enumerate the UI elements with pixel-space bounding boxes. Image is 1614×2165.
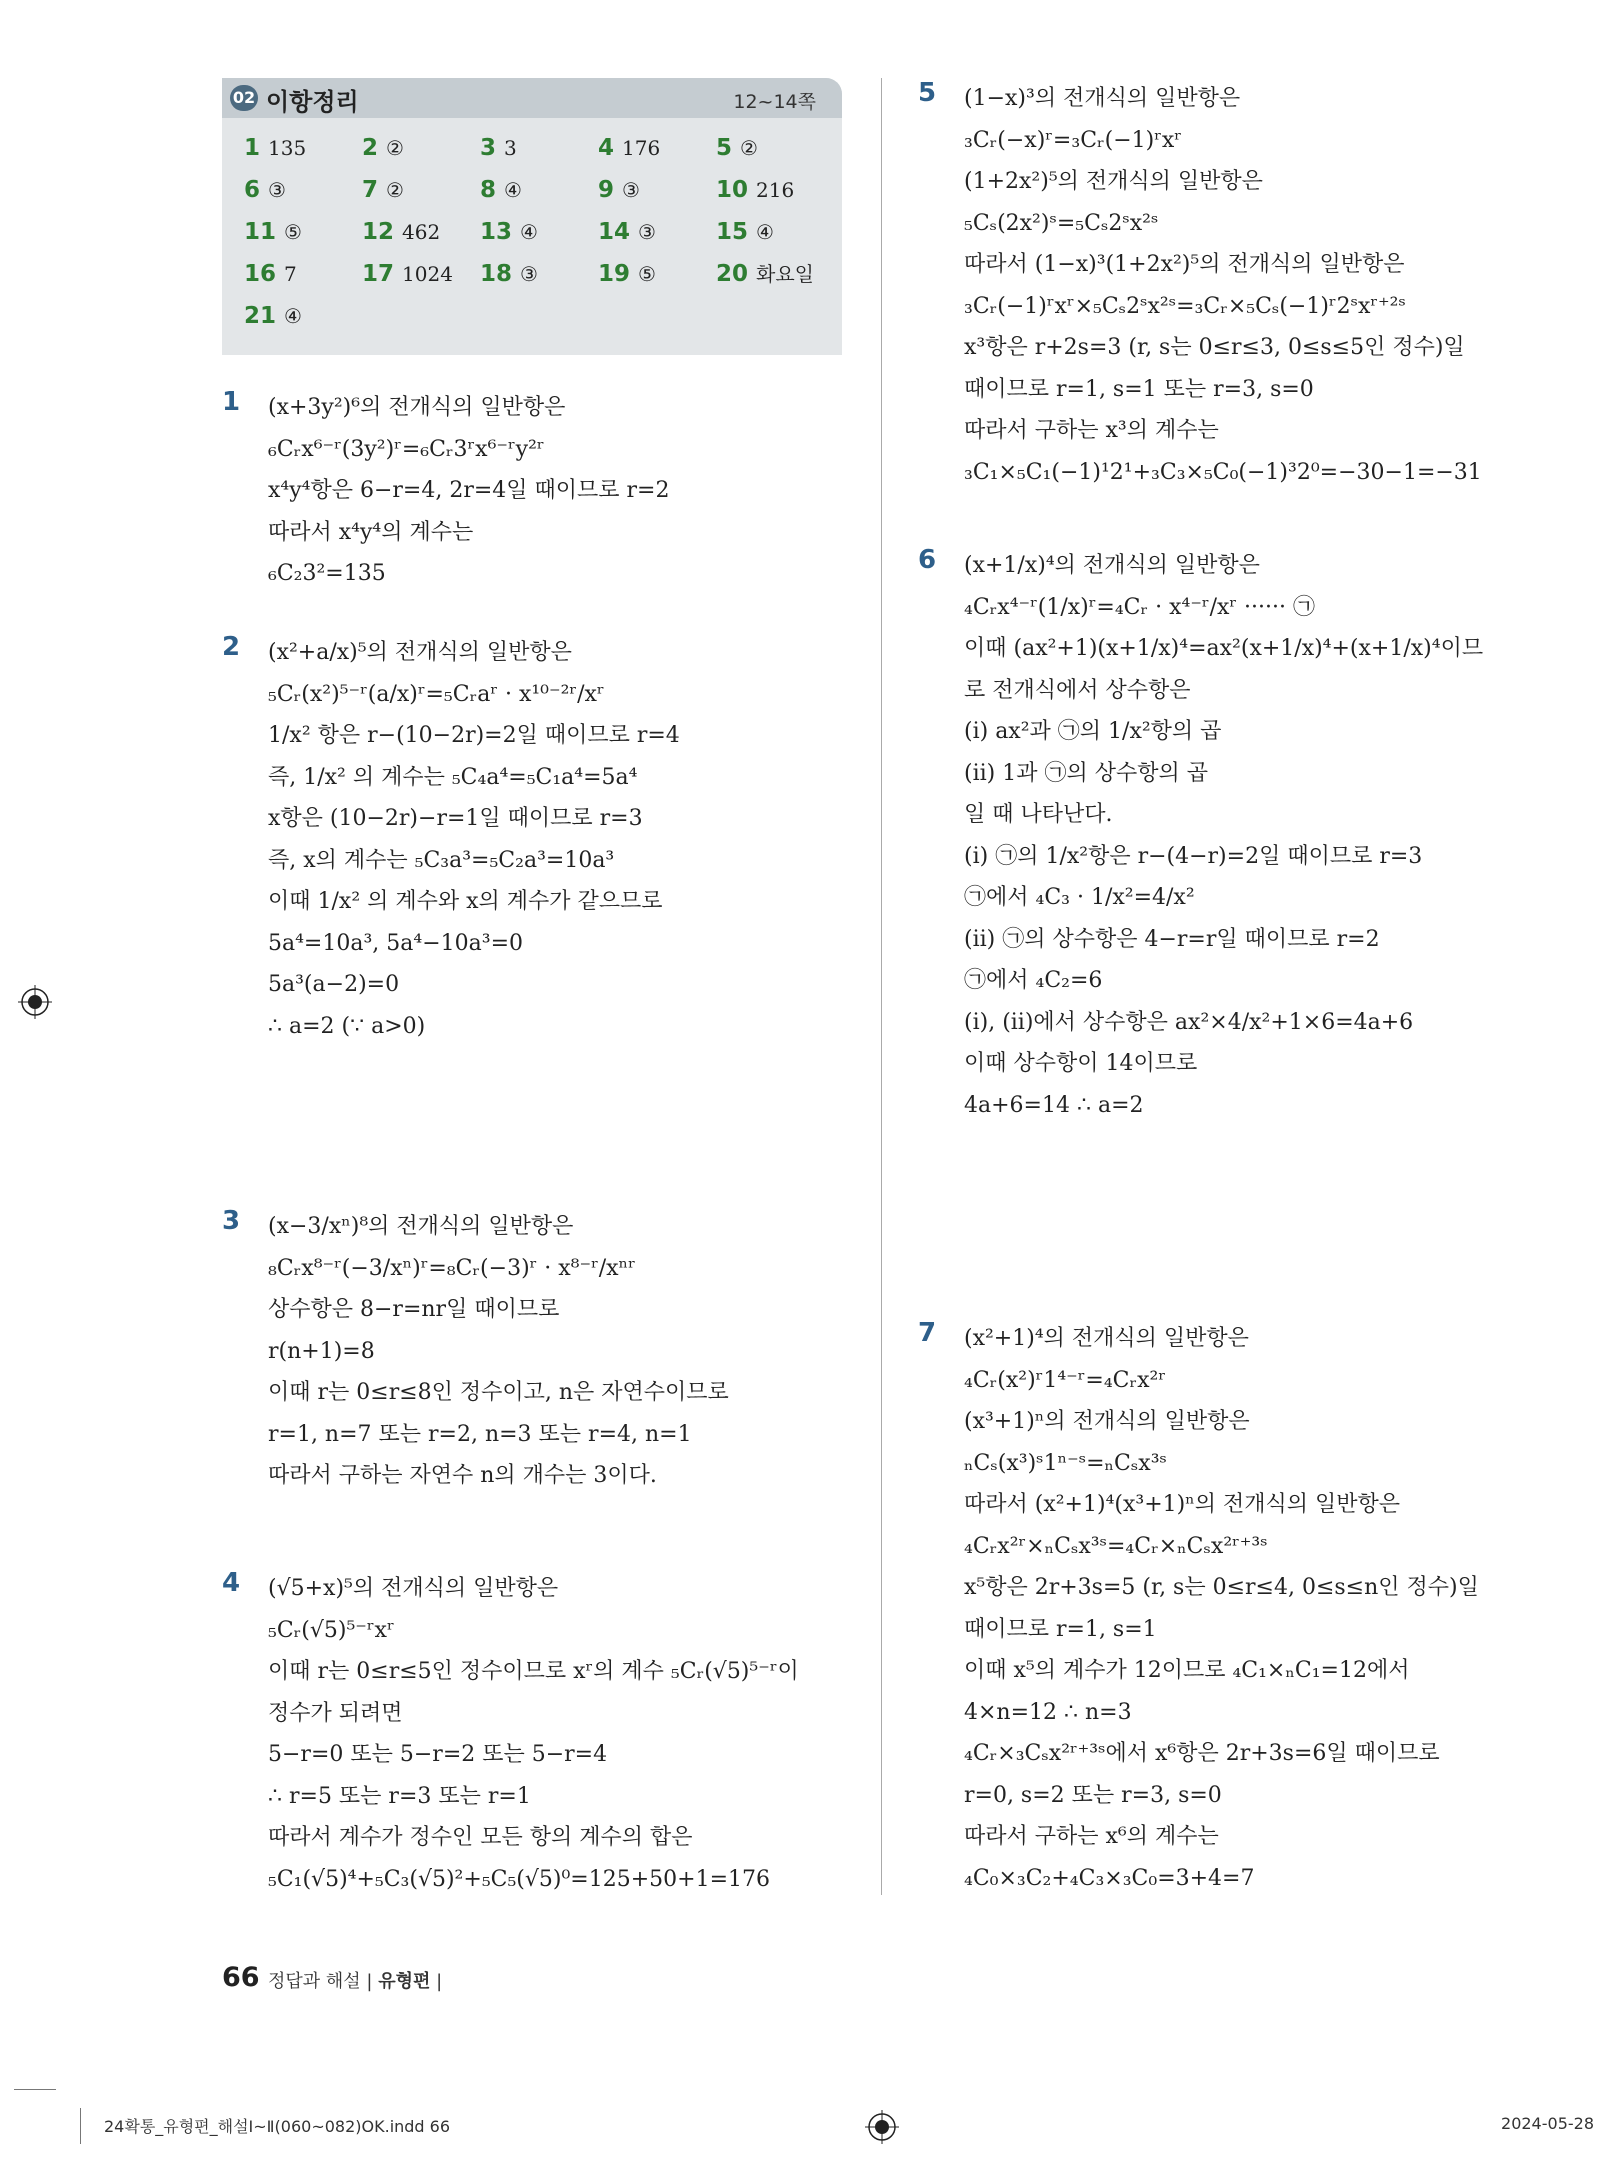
solution-line: x⁵항은 2r+3s=5 (r, s는 0≤r≤4, 0≤s≤n인 정수)일 xyxy=(964,1575,1479,1600)
solution-line: (x²+a/x)⁵의 전개식의 일반항은 xyxy=(268,640,572,665)
answer-item xyxy=(362,134,480,163)
crop-rule xyxy=(80,2108,81,2144)
solution-line: 정수가 되려면 xyxy=(268,1700,403,1726)
solution-line: ₈Cᵣx⁸⁻ʳ(−3/xⁿ)ʳ=₈Cᵣ(−3)ʳ · x⁸⁻ʳ/xⁿʳ xyxy=(268,1255,636,1281)
answer-item xyxy=(244,302,362,331)
answer-item xyxy=(362,260,480,289)
problem-number: 1 xyxy=(222,387,241,417)
solution-line: (x²+1)⁴의 전개식의 일반항은 xyxy=(964,1326,1249,1351)
answer-value: ④ xyxy=(520,220,538,244)
answer-item xyxy=(716,218,834,247)
answer-value: ② xyxy=(740,136,758,160)
answer-summary-box xyxy=(222,78,842,355)
answer-value: 216 xyxy=(756,178,795,202)
solution-line: 1/x² 항은 r−(10−2r)=2일 때이므로 r=4 xyxy=(268,723,680,748)
answer-value: ⑤ xyxy=(638,262,656,286)
solution-line: 일 때 나타난다. xyxy=(964,802,1113,827)
solution-line: 이때 x⁵의 계수가 12이므로 ₄C₁×ₙC₁=12에서 xyxy=(964,1658,1410,1683)
problem-number: 5 xyxy=(918,78,937,108)
solution-line: (√5+x)⁵의 전개식의 일반항은 xyxy=(268,1576,559,1601)
answer-grid xyxy=(244,134,842,331)
solution-line: (ⅰ) ㉠의 1/x²항은 r−(4−r)=2일 때이므로 r=3 xyxy=(964,843,1423,869)
solution-line: ₃C₁×₅C₁(−1)¹2¹+₃C₃×₅C₀(−1)³2⁰=−30−1=−31 xyxy=(964,459,1482,485)
solution-line: 즉, 1/x² 의 계수는 ₅C₄a⁴=₅C₁a⁴=5a⁴ xyxy=(268,764,638,790)
problem-3 xyxy=(222,1206,729,1497)
solution-line: ₅Cₛ(2x²)ˢ=₅Cₛ2ˢx²ˢ xyxy=(964,210,1159,236)
solution-line: (x−3/xⁿ)⁸의 전개식의 일반항은 xyxy=(268,1214,574,1239)
registration-mark-icon xyxy=(865,2110,899,2144)
solution-line: r=1, n=7 또는 r=2, n=3 또는 r=4, n=1 xyxy=(268,1421,692,1447)
answer-value: ③ xyxy=(622,178,640,202)
problem-number: 2 xyxy=(222,632,241,662)
solution-line: ㉠에서 ₄C₂=6 xyxy=(964,968,1103,993)
running-footer xyxy=(268,1967,442,1993)
answer-value: ⑤ xyxy=(284,220,302,244)
answer-number: 19 xyxy=(598,261,631,287)
solution-line: ∴ r=5 또는 r=3 또는 r=1 xyxy=(268,1783,531,1809)
solution-line: 따라서 (1−x)³(1+2x²)⁵의 전개식의 일반항은 xyxy=(964,252,1405,277)
answer-value: 135 xyxy=(268,136,307,160)
section-badge: 02 xyxy=(230,85,258,111)
problem-7 xyxy=(918,1318,1479,1899)
answer-item xyxy=(244,134,362,163)
answer-value: ④ xyxy=(284,304,302,328)
solution-line: (1−x)³의 전개식의 일반항은 xyxy=(964,86,1241,111)
answer-value: 1024 xyxy=(402,262,453,286)
solution-line: ₆C₂3²=135 xyxy=(268,561,386,586)
solution-line: ㉠에서 ₄C₃ · 1/x²=4/x² xyxy=(964,885,1195,910)
solution-line: 따라서 (x²+1)⁴(x³+1)ⁿ의 전개식의 일반항은 xyxy=(964,1492,1400,1517)
answer-item xyxy=(716,134,834,163)
answer-number: 8 xyxy=(480,177,497,203)
crop-rule xyxy=(14,2089,56,2090)
answer-item xyxy=(362,218,480,247)
solution-line: 이때 (ax²+1)(x+1/x)⁴=ax²(x+1/x)⁴+(x+1/x)⁴이므 xyxy=(964,636,1484,661)
solution-line: 따라서 구하는 자연수 n의 개수는 3이다. xyxy=(268,1463,657,1488)
answer-number: 14 xyxy=(598,219,631,245)
solution-line: 따라서 구하는 x⁶의 계수는 xyxy=(964,1824,1219,1849)
page-number: 66 xyxy=(222,1962,260,1993)
solution-line: 때이므로 r=1, s=1 또는 r=3, s=0 xyxy=(964,376,1314,402)
answer-number: 21 xyxy=(244,303,277,329)
answer-value: 176 xyxy=(622,136,661,160)
solution-line: ₆Cᵣx⁶⁻ʳ(3y²)ʳ=₆Cᵣ3ʳx⁶⁻ʳy²ʳ xyxy=(268,436,545,462)
answer-number: 13 xyxy=(480,219,513,245)
problem-number: 4 xyxy=(222,1568,241,1598)
solution-line: 이때 상수항이 14이므로 xyxy=(964,1051,1198,1076)
answer-number: 10 xyxy=(716,177,749,203)
answer-number: 20 xyxy=(716,261,749,287)
answer-number: 17 xyxy=(362,261,395,287)
solution-line: 4×n=12 ∴ n=3 xyxy=(964,1699,1132,1725)
section-title: 이항정리 xyxy=(266,88,359,116)
answer-number: 6 xyxy=(244,177,261,203)
solution-line: (1+2x²)⁵의 전개식의 일반항은 xyxy=(964,169,1263,194)
solution-line: (x+1/x)⁴의 전개식의 일반항은 xyxy=(964,553,1260,578)
answer-value: ② xyxy=(386,178,404,202)
solution-line: ₅C₁(√5)⁴+₅C₃(√5)²+₅C₅(√5)⁰=125+50+1=176 xyxy=(268,1866,770,1892)
answer-item xyxy=(598,134,716,163)
answer-number: 1 xyxy=(244,135,261,161)
solution-line: x⁴y⁴항은 6−r=4, 2r=4일 때이므로 r=2 xyxy=(268,478,670,503)
solution-line: 이때 r는 0≤r≤8인 정수이고, n은 자연수이므로 xyxy=(268,1380,729,1405)
answer-number: 9 xyxy=(598,177,615,203)
solution-line: 따라서 x⁴y⁴의 계수는 xyxy=(268,519,474,545)
solution-line: ∴ a=2 (∵ a>0) xyxy=(268,1013,426,1039)
solution-line: ₃Cᵣ(−1)ʳxʳ×₅Cₛ2ˢx²ˢ=₃Cᵣ×₅Cₛ(−1)ʳ2ˢxʳ⁺²ˢ xyxy=(964,293,1406,319)
solution-line: (x³+1)ⁿ의 전개식의 일반항은 xyxy=(964,1409,1250,1434)
answer-value: ② xyxy=(386,136,404,160)
solution-line: (x+3y²)⁶의 전개식의 일반항은 xyxy=(268,395,566,420)
footer-separator: | xyxy=(436,1971,443,1992)
answer-item xyxy=(598,260,716,289)
solution-line: 5a³(a−2)=0 xyxy=(268,972,400,997)
problem-number: 3 xyxy=(222,1206,241,1236)
column-divider xyxy=(881,78,882,1895)
print-slug-date: 2024-05-28 xyxy=(1501,2114,1594,2133)
footer-separator: | xyxy=(366,1971,379,1992)
answer-number: 16 xyxy=(244,261,277,287)
answer-item xyxy=(362,176,480,205)
problem-5 xyxy=(918,78,1482,493)
answer-value: ③ xyxy=(268,178,286,202)
answer-item xyxy=(716,260,834,289)
answer-number: 5 xyxy=(716,135,733,161)
problem-number: 6 xyxy=(918,545,937,575)
answer-value: ③ xyxy=(638,220,656,244)
solution-line: 따라서 계수가 정수인 모든 항의 계수의 합은 xyxy=(268,1825,693,1850)
answer-item xyxy=(480,218,598,247)
solution-line: ₃Cᵣ(−x)ʳ=₃Cᵣ(−1)ʳxʳ xyxy=(964,127,1182,153)
problem-2 xyxy=(222,632,680,1047)
solution-line: 상수항은 8−r=nr일 때이므로 xyxy=(268,1297,560,1322)
solution-line: 따라서 구하는 x³의 계수는 xyxy=(964,418,1219,443)
solution-line: ₄Cᵣ(x²)ʳ1⁴⁻ʳ=₄Cᵣx²ʳ xyxy=(964,1367,1166,1393)
solution-line: ₄C₀×₃C₂+₄C₃×₃C₀=3+4=7 xyxy=(964,1865,1255,1891)
solution-line: 때이므로 r=1, s=1 xyxy=(964,1616,1157,1642)
solution-line: 즉, x의 계수는 ₅C₃a³=₅C₂a³=10a³ xyxy=(268,847,615,873)
answer-item xyxy=(244,176,362,205)
answer-item xyxy=(244,218,362,247)
answer-value: ④ xyxy=(504,178,522,202)
solution-line: ₅Cᵣ(x²)⁵⁻ʳ(a/x)ʳ=₅Cᵣaʳ · x¹⁰⁻²ʳ/xʳ xyxy=(268,681,605,707)
answer-box-header xyxy=(222,78,842,118)
answer-item xyxy=(716,176,834,205)
solution-line: x항은 (10−2r)−r=1일 때이므로 r=3 xyxy=(268,806,643,831)
answer-item xyxy=(244,260,362,289)
solution-line: ₄Cᵣx⁴⁻ʳ(1/x)ʳ=₄Cᵣ · x⁴⁻ʳ/xʳ ······ ㉠ xyxy=(964,594,1315,620)
solution-line: (ⅱ) 1과 ㉠의 상수항의 곱 xyxy=(964,760,1208,786)
answer-item xyxy=(480,134,598,163)
answer-number: 4 xyxy=(598,135,615,161)
problem-1 xyxy=(222,387,669,595)
answer-number: 12 xyxy=(362,219,395,245)
answer-value: 3 xyxy=(504,136,517,160)
answer-item xyxy=(598,176,716,205)
solution-line: 로 전개식에서 상수항은 xyxy=(964,677,1191,703)
answer-value: 화요일 xyxy=(756,262,814,286)
answer-number: 15 xyxy=(716,219,749,245)
solution-line: ₄Cᵣ×₃Cₛx²ʳ⁺³ˢ에서 x⁶항은 2r+3s=6일 때이므로 xyxy=(964,1741,1440,1766)
problem-4 xyxy=(222,1568,799,1900)
solution-line: r(n+1)=8 xyxy=(268,1338,375,1364)
section-pages: 12~14쪽 xyxy=(733,91,816,113)
registration-mark-icon xyxy=(18,985,52,1019)
solution-line: 이때 r는 0≤r≤5인 정수이므로 xʳ의 계수 ₅Cᵣ(√5)⁵⁻ʳ이 xyxy=(268,1659,799,1684)
answer-item xyxy=(598,218,716,247)
solution-line: (ⅱ) ㉠의 상수항은 4−r=r일 때이므로 r=2 xyxy=(964,926,1380,952)
solution-line: ₙCₛ(x³)ˢ1ⁿ⁻ˢ=ₙCₛx³ˢ xyxy=(964,1450,1167,1476)
footer-section: 정답과 해설 xyxy=(268,1971,361,1992)
answer-item xyxy=(480,260,598,289)
solution-line: (ⅰ), (ⅱ)에서 상수항은 ax²×4/x²+1×6=4a+6 xyxy=(964,1009,1414,1035)
solution-line: ₅Cᵣ(√5)⁵⁻ʳxʳ xyxy=(268,1617,395,1643)
answer-number: 2 xyxy=(362,135,379,161)
solution-line: (ⅰ) ax²과 ㉠의 1/x²항의 곱 xyxy=(964,719,1222,744)
answer-value: ③ xyxy=(520,262,538,286)
solution-line: ₄Cᵣx²ʳ×ₙCₛx³ˢ=₄Cᵣ×ₙCₛx²ʳ⁺³ˢ xyxy=(964,1533,1268,1559)
problem-number: 7 xyxy=(918,1318,937,1348)
answer-value: 462 xyxy=(402,220,441,244)
problem-6 xyxy=(918,545,1483,1126)
solution-line: 5a⁴=10a³, 5a⁴−10a³=0 xyxy=(268,930,524,956)
answer-value: ④ xyxy=(756,220,774,244)
footer-part: 유형편 xyxy=(378,1971,431,1992)
solution-line: r=0, s=2 또는 r=3, s=0 xyxy=(964,1782,1222,1808)
answer-number: 3 xyxy=(480,135,497,161)
answer-value: 7 xyxy=(284,262,297,286)
answer-item xyxy=(480,176,598,205)
solution-line: x³항은 r+2s=3 (r, s는 0≤r≤3, 0≤s≤5인 정수)일 xyxy=(964,335,1465,360)
solution-line: 이때 1/x² 의 계수와 x의 계수가 같으므로 xyxy=(268,889,663,914)
answer-number: 7 xyxy=(362,177,379,203)
solution-line: 5−r=0 또는 5−r=2 또는 5−r=4 xyxy=(268,1742,608,1767)
print-slug-filename: 24확통_유형편_해설Ⅰ~Ⅱ(060~082)OK.indd 66 xyxy=(104,2117,451,2136)
answer-number: 11 xyxy=(244,219,277,245)
answer-number: 18 xyxy=(480,261,513,287)
solution-line: 4a+6=14 ∴ a=2 xyxy=(964,1092,1144,1118)
